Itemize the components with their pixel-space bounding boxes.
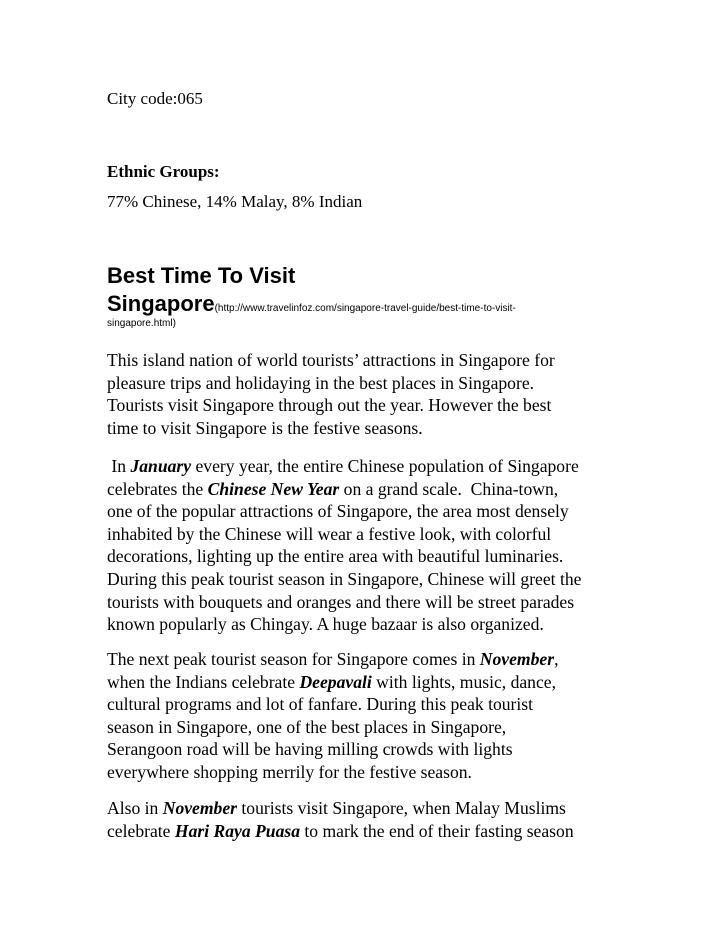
paragraph-line: one of the popular attractions of Singapore, the area most densely: [107, 501, 569, 522]
emphasis-hari-raya-puasa: Hari Raya Puasa: [174, 820, 301, 841]
emphasis-november: November: [162, 798, 237, 818]
paragraph-january: [107, 455, 627, 636]
paragraph-line: [107, 797, 627, 820]
section-title-line-2: [107, 290, 627, 318]
paragraph-intro: [107, 349, 627, 439]
paragraph-line: [107, 671, 627, 694]
text-run: In: [107, 456, 131, 476]
text-run: ,: [554, 649, 559, 669]
section-title-line-1: Best Time To Visit: [107, 263, 296, 288]
paragraph-line: This island nation of world tourists’ attractions in Singapore for: [107, 350, 555, 370]
ethnic-groups-heading: Ethnic Groups:: [107, 162, 220, 181]
paragraph-line: cultural programs and lot of fanfare. During this peak tourist: [107, 694, 534, 715]
text-run: celebrate: [107, 820, 175, 841]
text-run: to mark the end of their fasting season: [300, 820, 574, 841]
paragraph-line: [107, 455, 627, 478]
text-run: tourists visit Singapore, when Malay Muslims: [237, 798, 566, 818]
text-run: celebrates the: [107, 478, 208, 499]
paragraph-line: [107, 648, 627, 671]
text-run: with lights, music, dance,: [371, 671, 557, 692]
section-title: [107, 262, 627, 318]
paragraph-november-deepavali: [107, 648, 627, 784]
paragraph-line: [107, 820, 627, 843]
emphasis-november: November: [479, 649, 555, 669]
paragraph-line: inhabited by the Chinese will wear a festive look, with colorful: [107, 523, 552, 544]
text-run: when the Indians celebrate: [107, 671, 300, 692]
emphasis-chinese-new-year: Chinese New Year: [207, 478, 340, 499]
text-run: Also in: [107, 798, 163, 818]
emphasis-january: January: [130, 456, 192, 476]
emphasis-deepavali: Deepavali: [299, 671, 372, 692]
city-code-line: City code:065: [107, 89, 203, 108]
paragraph-line: time to visit Singapore is the festive seasons.: [107, 417, 423, 438]
paragraph-line: pleasure trips and holidaying in the best places in Singapore.: [107, 372, 535, 393]
source-url-continued: singapore.html): [107, 318, 176, 329]
text-run: on a grand scale. China-town,: [339, 478, 559, 499]
text-run: The next peak tourist season for Singapore comes in: [107, 649, 480, 669]
paragraph-line: tourists with bouquets and oranges and there will be street parades: [107, 591, 575, 612]
paragraph-line: [107, 478, 627, 501]
section-title-word: Singapore: [107, 291, 215, 316]
paragraph-line: Serangoon road will be having milling crowds with lights: [107, 739, 513, 760]
ethnic-groups-value: 77% Chinese, 14% Malay, 8% Indian: [107, 192, 363, 211]
paragraph-line: Tourists visit Singapore through out the year. However the best: [107, 395, 552, 416]
text-run: every year, the entire Chinese population of Singapore: [191, 456, 579, 476]
source-url: (http://www.travelinfoz.com/singapore-travel-guide/best-time-to-visit-: [214, 303, 516, 314]
paragraph-line: known popularly as Chingay. A huge bazaar is also organized.: [107, 614, 544, 635]
paragraph-line: everywhere shopping merrily for the festive season.: [107, 761, 472, 782]
paragraph-line: decorations, lighting up the entire area with beautiful luminaries.: [107, 546, 564, 567]
paragraph-line: season in Singapore, one of the best places in Singapore,: [107, 716, 507, 737]
paragraph-line: During this peak tourist season in Singapore, Chinese will greet the: [107, 568, 582, 589]
paragraph-november-hari-raya: [107, 797, 627, 842]
